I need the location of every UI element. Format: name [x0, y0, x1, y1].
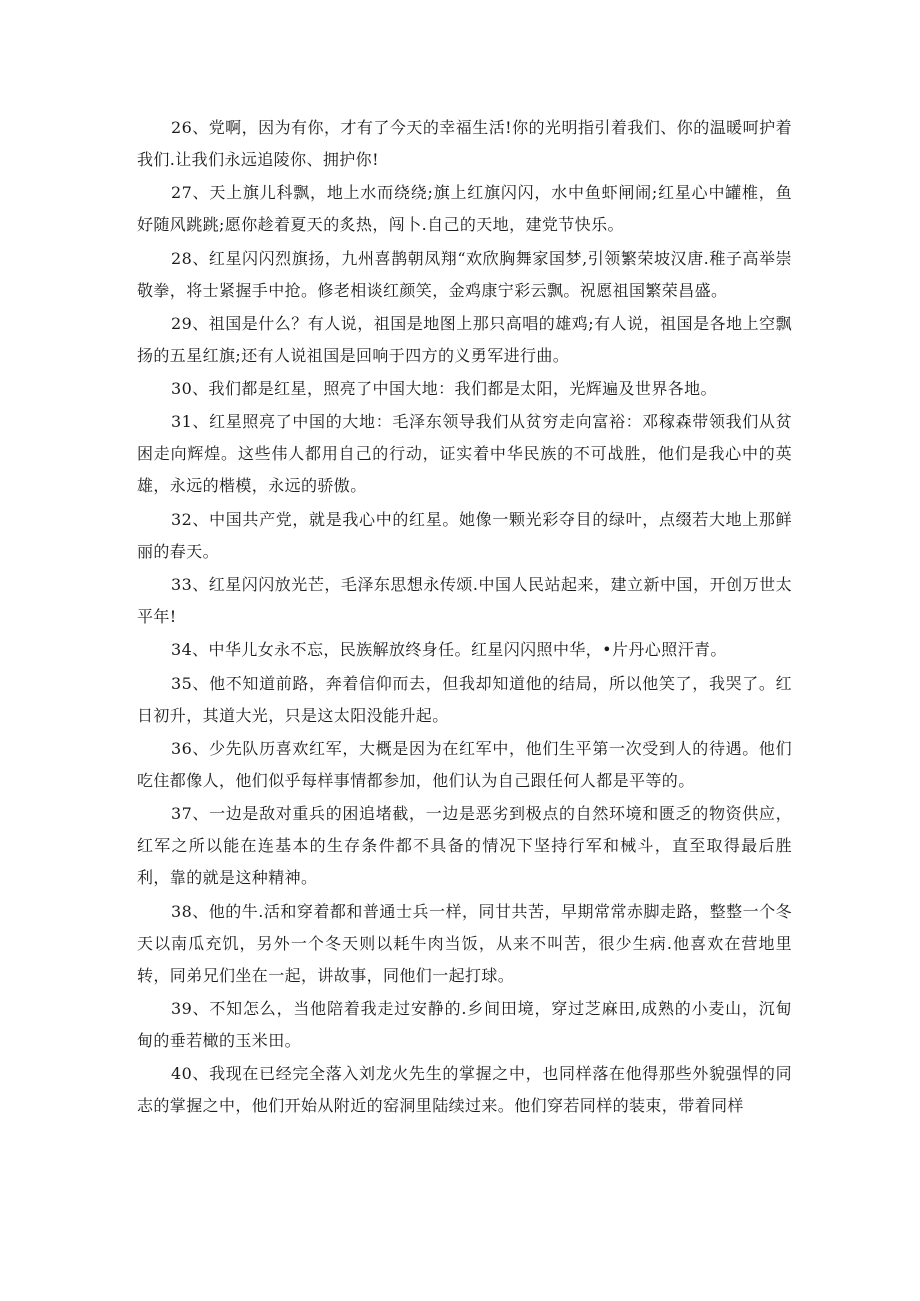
paragraph-30: 30、我们都是红星，照亮了中国大地：我们都是太阳，光辉遍及世界各地。 [171, 379, 717, 399]
paragraph-39: 39、不知怎么，当他陪着我走过安静的.乡间田境，穿过芝麻田,成熟的小麦山，沉甸甸的垂若橄的玉米田。 [137, 998, 792, 1050]
paragraph-38: 38、他的牛.活和穿着都和普通士兵一样，同甘共苦，早期常常赤脚走路，整整一个冬天以南瓜充饥，另外一个冬天则以耗牛肉当饭，从来不叫苦，很少生病.他喜欢在营地里转，同弟兄们坐在一起，讲故事，同他们一起打球。 [137, 901, 792, 985]
paragraph-35: 35、他不知道前路，奔着信仰而去，但我却知道他的结局，所以他笑了，我哭了。红日初升，其道大光，只是这太阳没能升起。 [137, 673, 792, 725]
paragraph-29: 29、祖国是什么？有人说，祖国是地图上那只高唱的雄鸡;有人说，祖国是各地上空飘扬的五星红旗;还有人说祖国是回响于四方的义勇军进行曲。 [137, 313, 792, 365]
paragraph-32: 32、中国共产党，就是我心中的红星。她像一颗光彩夺目的绿叶，点缀若大地上那鲜丽的春天。 [137, 509, 792, 561]
document-body [137, 112, 792, 1123]
paragraph-33: 33、红星闪闪放光芒，毛泽东思想永传颂.中国人民站起来，建立新中国，开创万世太平年! [137, 575, 792, 627]
paragraph-37: 37、一边是敌对重兵的困追堵截，一边是恶劣到极点的自然环境和匮乏的物资供应，红军之所以能在连基本的生存条件都不具备的情况下坚持行军和械斗，直至取得最后胜利，靠的就是这种精神。 [137, 804, 792, 888]
paragraph-28: 28、红星闪闪烈旗扬，九州喜鹊朝凤翔“欢欣胸舞家国梦,引领繁荣坡汉唐.稚子高举崇敬拳，将士紧握手中抢。修老相谈红颜笑，金鸡康宁彩云飘。祝愿祖国繁荣昌盛。 [137, 248, 792, 300]
paragraph-31: 31、红星照亮了中国的大地：毛泽东领导我们从贫穷走向富裕：邓稼森带领我们从贫困走向辉煌。这些伟人都用自己的行动，证实着中华民族的不可战胜，他们是我心中的英雄，永远的楷模，永远的骄傲。 [137, 412, 792, 496]
paragraph-27: 27、天上旗儿科飘，地上水而绕绕;旗上红旗闪闪，水中鱼虾闸闹;红星心中罐椎，鱼好随风跳跳;愿你趁着夏天的炙热，闯卜.自己的天地，建党节快乐。 [137, 183, 792, 235]
paragraph-36: 36、少先队历喜欢红军，大概是因为在红军中，他们生平第一次受到人的待遇。他们吃住都像人，他们似乎每样事情都参加，他们认为自己跟任何人都是平等的。 [137, 738, 792, 790]
paragraph-26: 26、党啊，因为有你，才有了今天的幸福生活!你的光明指引着我们、你的温暖呵护着我们.让我们永远追陵你、拥护你! [137, 118, 792, 169]
paragraph-34: 34、中华儿女永不忘，民族解放终身任。红星闪闪照中华，•片丹心照汗青。 [171, 640, 727, 660]
paragraph-40: 40、我现在已经完全落入刘龙火先生的掌握之中，也同样落在他得那些外貌强悍的同志的掌握之中，他们开始从附近的窑洞里陆续过来。他们穿若同样的装束，带着同样 [137, 1064, 792, 1116]
